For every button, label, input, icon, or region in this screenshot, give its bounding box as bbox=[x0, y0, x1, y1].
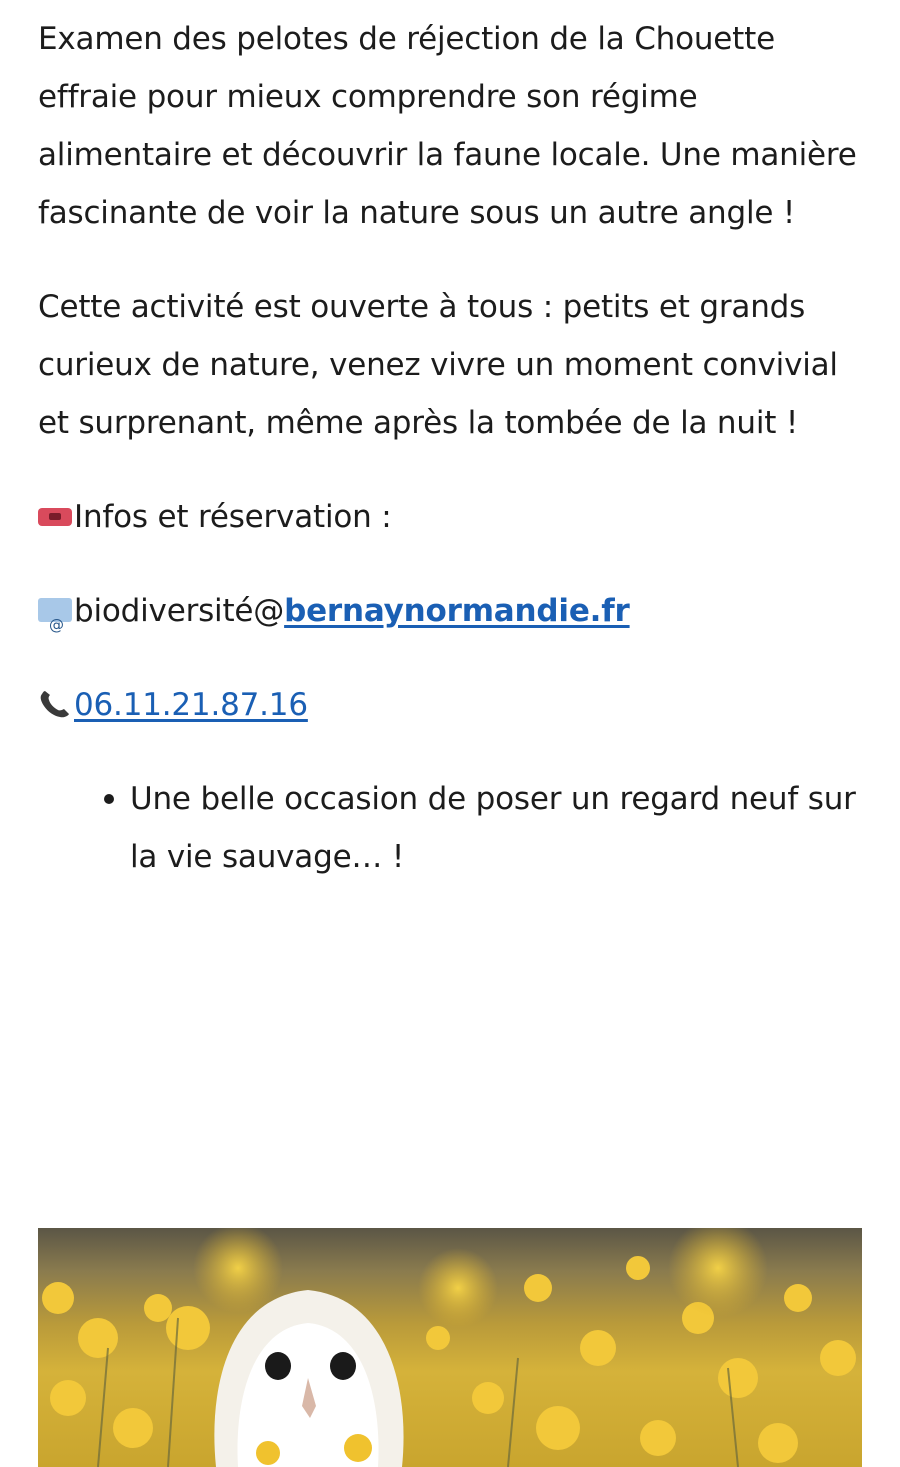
email-domain-link[interactable]: bernaynormandie.fr bbox=[284, 593, 630, 629]
ticket-icon bbox=[38, 500, 74, 534]
article-body bbox=[38, 10, 868, 886]
info-heading bbox=[38, 488, 868, 546]
intro-paragraph: Examen des pelotes de réjection de la Chouette effraie pour mieux comprendre son régime alimentaire et découvrir la faune locale. Une manière fascinante de voir la nature sous un autre angle ! bbox=[38, 21, 857, 231]
list-item: Une belle occasion de poser un regard neuf sur la vie sauvage… ! bbox=[130, 770, 868, 886]
bullet-list bbox=[38, 770, 868, 886]
email-icon bbox=[38, 594, 74, 628]
audience-paragraph: Cette activité est ouverte à tous : petits et grands curieux de nature, venez vivre un moment convivial et surprenant, même après la tombée de la nuit ! bbox=[38, 289, 838, 441]
email-line bbox=[38, 582, 868, 640]
barn-owl-photo bbox=[38, 1228, 862, 1467]
phone-line bbox=[38, 676, 868, 734]
owl-face bbox=[214, 1290, 403, 1467]
email-prefix: biodiversité@ bbox=[74, 593, 285, 629]
phone-link[interactable]: 06.11.21.87.16 bbox=[74, 687, 308, 723]
info-label: Infos et réservation : bbox=[74, 499, 392, 535]
phone-icon bbox=[38, 688, 74, 722]
